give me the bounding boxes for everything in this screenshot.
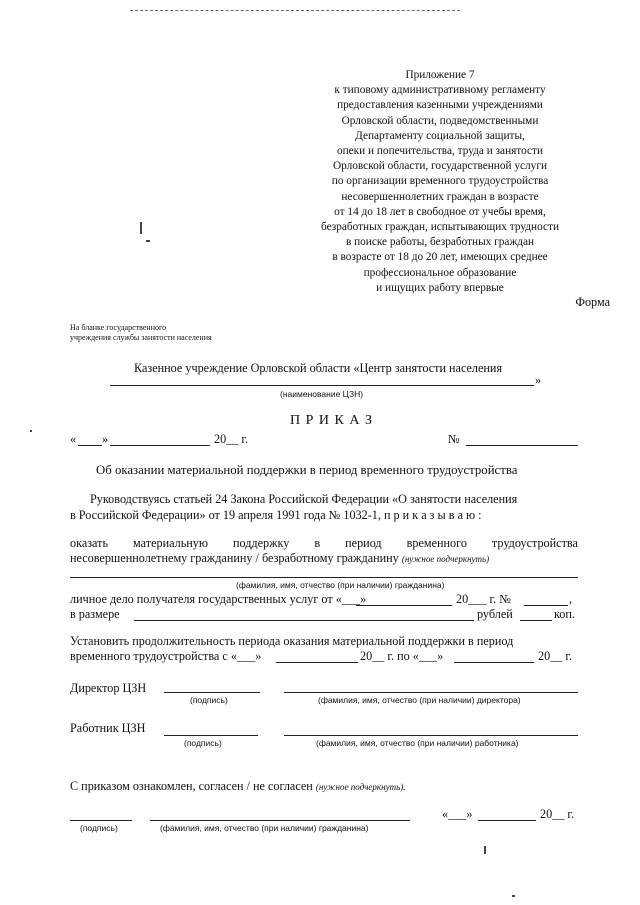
worker-sign-caption: (подпись)	[184, 738, 222, 748]
annex-line: опеки и попечительства, труда и занятости	[336, 145, 544, 158]
date-day-line	[78, 445, 102, 446]
amount-prefix: в размере	[70, 607, 120, 621]
annex-line: предоставления казенными учреждениями	[337, 99, 543, 112]
citizen-sign-line	[70, 820, 132, 821]
acknowledgement-hint: (нужное подчеркнуть).	[315, 782, 406, 792]
scan-speck	[30, 430, 32, 432]
annex-line: к типовому административному регламенту	[334, 84, 546, 97]
provide-word: период	[345, 536, 382, 550]
date-month-line	[110, 445, 210, 446]
institution-fill-line	[110, 385, 534, 386]
acknowledgement-line	[70, 779, 405, 794]
period-line-2-prefix: временного трудоустройства с «___»	[70, 649, 262, 663]
annex-line: от 14 до 18 лет в свободное от учебы время,	[334, 205, 546, 218]
worker-fio-caption: (фамилия, имя, отчество (при наличии) работника)	[316, 738, 519, 748]
provide-line-2	[70, 551, 489, 566]
order-number-line	[466, 445, 578, 446]
annex-line: в возрасте от 18 до 20 лет, имеющих среднее	[332, 251, 548, 264]
order-number-sign: №	[448, 432, 460, 446]
period-to-year: 20__ г.	[538, 649, 573, 663]
annex-line: Орловской области, подведомственными	[341, 114, 539, 127]
blank-note-line: На бланке государственного	[70, 323, 167, 332]
director-fio-caption: (фамилия, имя, отчество (при наличии) директора)	[318, 695, 521, 705]
underline-hint: (нужное подчеркнуть)	[401, 554, 490, 564]
period-to-line	[454, 662, 534, 663]
citizen-name-line	[150, 820, 410, 821]
worker-label: Работник ЦЗН	[70, 721, 146, 735]
case-prefix: личное дело получателя государственных услуг от «___»	[70, 592, 367, 606]
provide-word: материальную	[133, 536, 208, 550]
preamble-line-2: в Российской Федерации» от 19 апреля 1991 года № 1032-1, п р и к а з ы в а ю :	[70, 508, 482, 522]
institution-name: Казенное учреждение Орловской области «Центр занятости населения	[134, 361, 503, 375]
scan-speck	[146, 240, 150, 242]
ack-date-year: 20__ г.	[540, 807, 575, 821]
citizen-sign-caption: (подпись)	[80, 823, 118, 833]
annex-line: Приложение 7	[405, 69, 475, 81]
blank-note	[70, 323, 212, 343]
amount-rub-line	[134, 620, 474, 621]
director-sign-caption: (подпись)	[190, 695, 228, 705]
annex-line: в поиске работы, безработных граждан	[345, 236, 535, 249]
provide-word: в	[314, 536, 321, 550]
institution-caption: (наименование ЦЗН)	[280, 389, 364, 399]
director-fio-line	[284, 692, 578, 693]
annex-header	[290, 68, 590, 296]
provide-line-1	[70, 536, 578, 551]
period-line-1: Установить продолжительность периода оказания материальной поддержки в период	[70, 634, 514, 648]
case-end: ,	[569, 592, 573, 606]
annex-line: несовершеннолетних граждан в возрасте	[341, 190, 539, 203]
annex-line: и ищущих работу впервые	[376, 281, 504, 294]
worker-sign-line	[164, 735, 258, 736]
provide-word: трудоустройства	[491, 536, 578, 550]
scan-speck	[512, 895, 515, 897]
preamble-line-1: Руководствуясь статьей 24 Закона Российской Федерации «О занятости населения	[90, 492, 518, 506]
scan-top-line	[130, 10, 460, 11]
case-number-line	[524, 605, 568, 606]
institution-closing-quote: »	[535, 373, 542, 387]
order-title: П Р И К А З	[290, 413, 373, 428]
scan-speck	[484, 846, 486, 854]
citizen-category: несовершеннолетнему гражданину / безработному гражданину	[70, 551, 399, 565]
provide-word: поддержку	[232, 536, 290, 550]
ack-date-month-line	[478, 820, 536, 821]
date-open-quote: «	[70, 432, 77, 446]
worker-fio-line	[284, 735, 578, 736]
director-label: Директор ЦЗН	[70, 681, 147, 695]
citizen-fio-line	[70, 577, 578, 578]
date-close-quote: »	[102, 432, 109, 446]
annex-line: Орловской области, государственной услуги	[332, 160, 548, 173]
amount-kop-line	[520, 620, 552, 621]
provide-word: оказать	[70, 536, 109, 550]
director-sign-line	[164, 692, 260, 693]
date-year: 20__ г.	[214, 432, 249, 446]
period-from-line	[276, 662, 358, 663]
form-label: Форма	[575, 295, 610, 309]
case-month-line	[356, 605, 452, 606]
annex-line: по организации временного трудоустройства	[331, 175, 549, 188]
acknowledgement-text: С приказом ознакомлен, согласен / не согласен	[70, 779, 313, 793]
period-from-year: 20__ г. по «___»	[360, 649, 444, 663]
order-subject: Об оказании материальной поддержки в период временного трудоустройства	[96, 463, 518, 477]
citizen-fio-caption: (фамилия, имя, отчество (при наличии) гражданина)	[236, 580, 445, 590]
case-year: 20___ г. №	[456, 592, 511, 606]
annex-line: безработных граждан, испытывающих трудности	[320, 221, 560, 234]
annex-line: Департаменту социальной защиты,	[355, 129, 525, 142]
amount-kop: коп.	[554, 607, 575, 621]
scan-speck	[140, 222, 142, 234]
ack-date-open: «___»	[442, 807, 473, 821]
amount-rub: рублей	[477, 607, 513, 621]
annex-line: профессиональное образование	[363, 266, 517, 279]
citizen-name-caption: (фамилия, имя, отчество (при наличии) гражданина)	[160, 823, 369, 833]
provide-word: временного	[406, 536, 467, 550]
blank-note-line: учреждения службы занятости населения	[70, 333, 212, 342]
